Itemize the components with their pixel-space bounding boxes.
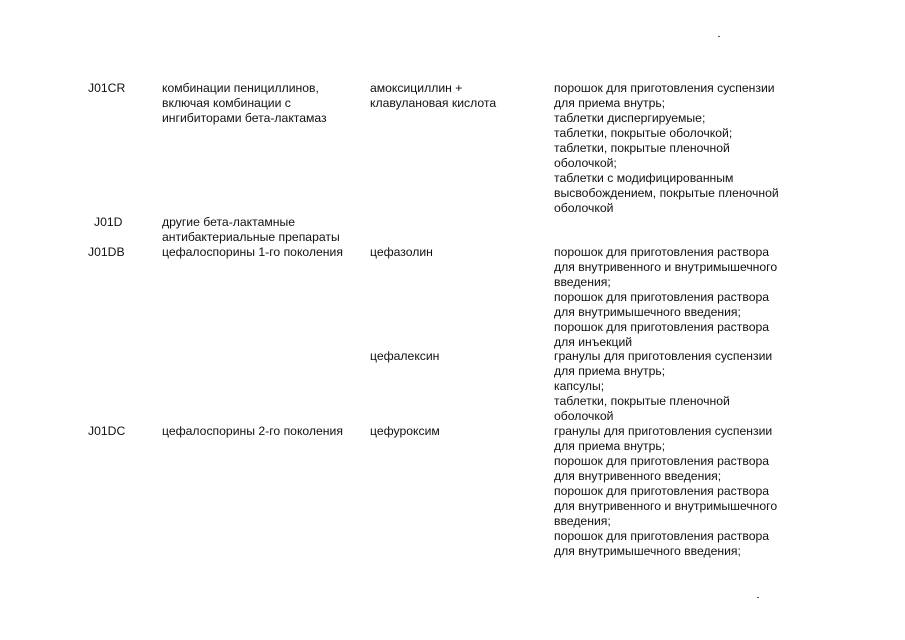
drug-name: цефуроксим [370,424,440,438]
drug-name: амоксициллин + клавулановая кислота [370,81,497,110]
atc-code: J01DB [88,245,125,259]
drug-name: цефазолин [370,245,433,259]
dosage-forms: гранулы для приготовления суспензии для приема внутрь; капсулы; таблетки, покрытые пленочной оболочкой [554,349,773,423]
dosage-forms: гранулы для приготовления суспензии для приема внутрь; порошок для приготовления раствора для внутривенного введения; порошок для приготовления раствора для внутривенного и внутримышечного введения; порошок для приготовления раствора для внутримышечного введения; [554,424,778,558]
atc-code: J01D [94,215,123,229]
scan-speck-top [718,36,720,37]
anatomical-group: комбинации пенициллинов, включая комбинации с ингибиторами бета-лактамаз [162,81,327,125]
anatomical-group: цефалоспорины 1-го поколения [162,245,343,259]
scan-speck-bottom [757,597,759,598]
dosage-forms: порошок для приготовления раствора для внутривенного и внутримышечного введения; порошок для приготовления раствора для внутримышечного введения; порошок для приготовления раствора для инъекций [554,245,778,349]
atc-code: J01CR [88,81,126,95]
atc-code: J01DC [88,424,126,438]
dosage-forms: порошок для приготовления суспензии для приема внутрь; таблетки диспергируемые; таблетки, покрытые оболочкой; таблетки, покрытые пленочной оболочкой; таблетки с модифицированным высвобождением, покрытые пленочной оболочкой [554,81,779,215]
anatomical-group: другие бета-лактамные антибактериальные препараты [162,215,340,244]
anatomical-group: цефалоспорины 2-го поколения [162,424,343,438]
drug-name: цефалексин [370,349,440,363]
